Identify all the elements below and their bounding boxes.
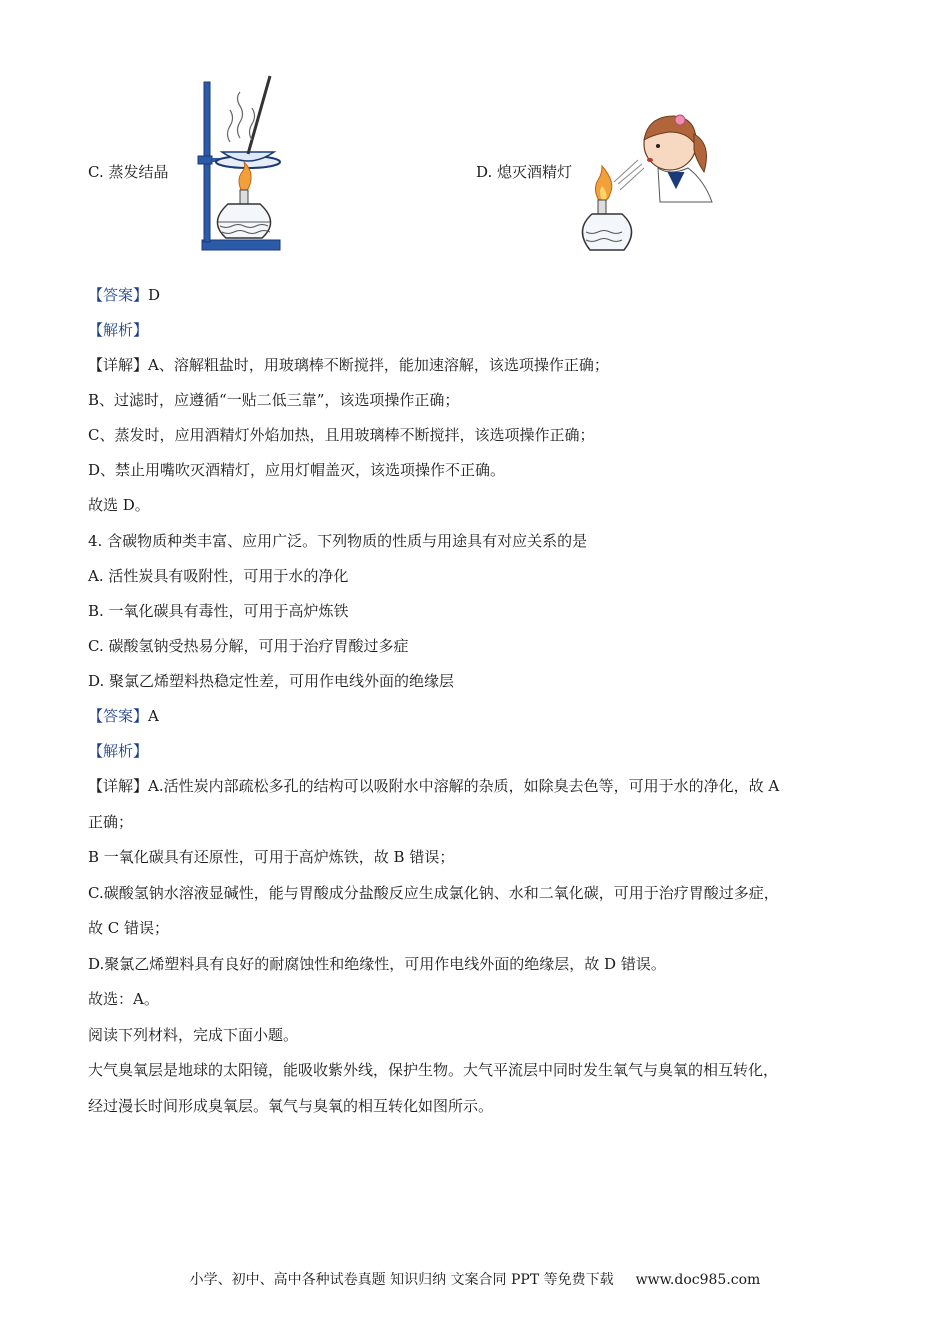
footer-text: 小学、初中、高中各种试卷真题 知识归纳 文案合同 PPT 等免费下载 <box>189 1272 614 1288</box>
q4-answer <box>88 706 159 726</box>
detail-tag: 【详解】 <box>88 777 149 795</box>
answer-tag: 【答案】 <box>88 286 149 304</box>
q4-detail-line: C.碳酸氢钠水溶液显碱性，能与胃酸成分盐酸反应生成氯化钠、水和二氧化碳，可用于治疗胃酸过多症， <box>88 884 779 902</box>
option-d-label: D. 熄灭酒精灯 <box>476 163 573 181</box>
detail-text: A.活性炭内部疏松多孔的结构可以吸附水中溶解的杂质，如除臭去色等，可用于水的净化，故 A <box>148 777 780 795</box>
q4-option-a: A. 活性炭具有吸附性，可用于水的净化 <box>88 567 349 585</box>
q4-detail-line <box>88 776 779 796</box>
q4-conclusion: 故选：A。 <box>88 990 159 1008</box>
footer-url[interactable]: www.doc985.com <box>635 1272 761 1288</box>
q3-detail-line: B、过滤时，应遵循“一贴二低三靠”，该选项操作正确； <box>88 391 460 409</box>
detail-text: A、溶解粗盐时，用玻璃棒不断搅拌，能加速溶解，该选项操作正确； <box>148 356 609 374</box>
answer-tag: 【答案】 <box>88 707 149 725</box>
q4-option-d: D. 聚氯乙烯塑料热稳定性差，可用作电线外面的绝缘层 <box>88 672 455 690</box>
option-c-label: C. 蒸发结晶 <box>88 163 169 181</box>
q4-detail-line: 故 C 错误； <box>88 919 170 937</box>
analysis-tag: 【解析】 <box>88 321 149 339</box>
q4-option-c: C. 碳酸氢钠受热易分解，可用于治疗胃酸过多症 <box>88 637 409 655</box>
detail-tag: 【详解】 <box>88 356 149 374</box>
analysis-tag: 【解析】 <box>88 742 149 760</box>
evaporation-apparatus-figure <box>196 72 286 257</box>
q3-detail-line: C、蒸发时，应用酒精灯外焰加热，且用玻璃棒不断搅拌，该选项操作正确； <box>88 426 595 444</box>
q3-answer <box>88 285 160 305</box>
answer-value: D <box>148 286 161 304</box>
reading-paragraph: 大气臭氧层是地球的太阳镜，能吸收紫外线，保护生物。大气平流层中同时发生氧气与臭氧的相互转化， <box>88 1061 779 1079</box>
q3-conclusion: 故选 D。 <box>88 496 150 514</box>
q3-detail-line <box>88 355 609 375</box>
q3-detail-line: D、禁止用嘴吹灭酒精灯，应用灯帽盖灭，该选项操作不正确。 <box>88 461 506 479</box>
q4-option-b: B. 一氧化碳具有毒性，可用于高炉炼铁 <box>88 602 349 620</box>
blow-out-lamp-figure <box>578 110 718 258</box>
q4-detail-line: B 一氧化碳具有还原性，可用于高炉炼铁，故 B 错误； <box>88 848 455 866</box>
page-footer <box>0 1270 950 1290</box>
q4-stem: 4. 含碳物质种类丰富、应用广泛。下列物质的性质与用途具有对应关系的是 <box>88 532 588 550</box>
q4-detail-line: D.聚氯乙烯塑料具有良好的耐腐蚀性和绝缘性，可用作电线外面的绝缘层，故 D 错误。 <box>88 955 666 973</box>
reading-intro: 阅读下列材料，完成下面小题。 <box>88 1026 299 1044</box>
reading-paragraph: 经过漫长时间形成臭氧层。氧气与臭氧的相互转化如图所示。 <box>88 1097 494 1115</box>
q3-analysis-tag <box>88 320 148 340</box>
q4-detail-line: 正确； <box>88 813 134 831</box>
q4-analysis-tag <box>88 741 148 761</box>
answer-value: A <box>148 707 159 725</box>
